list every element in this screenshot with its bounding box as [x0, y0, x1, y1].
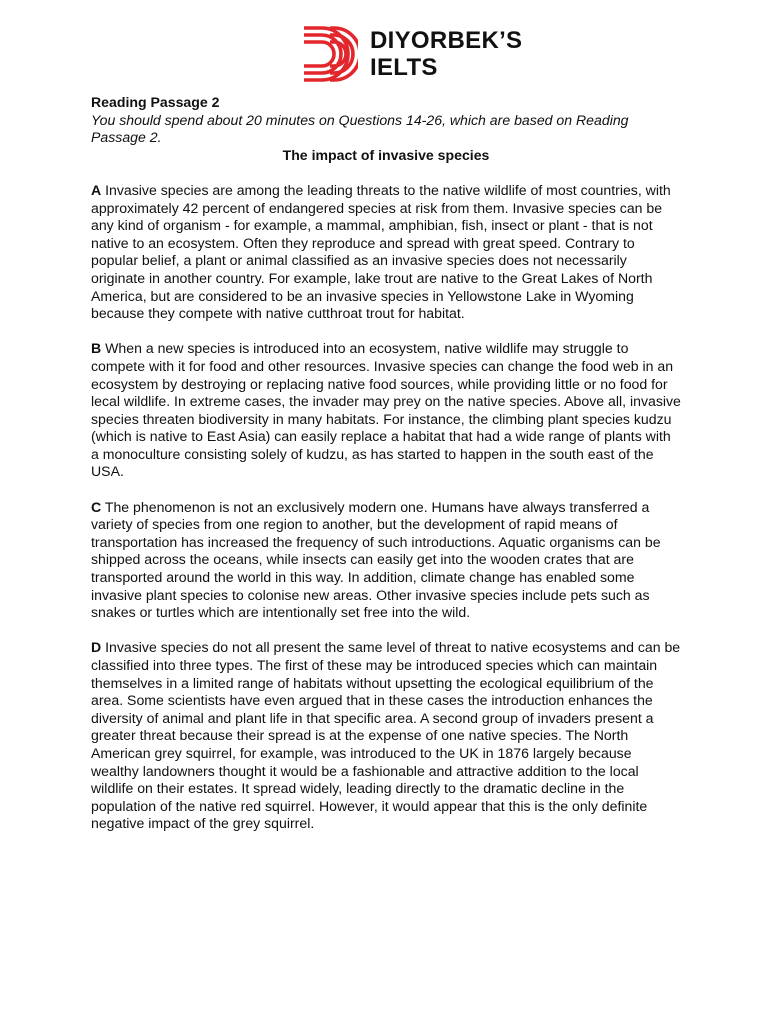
paragraph-letter: A [91, 181, 102, 198]
paragraph-letter: B [91, 340, 102, 357]
paragraph-text: The phenomenon is not an exclusively modern one. Humans have always transferred a variety of species from one region to another, but the development of rapid means of transportation has increased the frequency of such introductions. Aquatic organisms can be shipped across the oceans, while insects can easily get into the wooden crates that are transported around the world in this way. In addition, climate change has enabled some invasive plant species to colonise new areas. Other invasive species include pets such as snakes or turtles which are intentionally set free into the wild. [91, 498, 661, 621]
header [300, 22, 522, 86]
paragraph-c [91, 499, 681, 622]
paragraph-a [91, 182, 681, 323]
paragraph-d [91, 639, 681, 833]
passage-label: Reading Passage 2 [91, 94, 220, 110]
diyorbek-ielts-logo [300, 22, 358, 86]
paragraph-text: When a new species is introduced into an ecosystem, native wildlife may struggle to compete with it for food and other resources. Invasive species can change the food web in an ecosystem by destroying or replacing native food sources, while providing little or no food for lecal wildlife. In extreme cases, the invader may prey on the native species. Above all, invasive species threaten biodiversity in many habitats. For instance, the climbing plant species kudzu (which is native to East Asia) can easily replace a habitat that had a wide range of plants with a monoculture consisting solely of kudzu, as has started to happen in the south east of the USA. [91, 340, 681, 480]
paragraph-b [91, 340, 681, 481]
passage-title: The impact of invasive species [282, 146, 490, 163]
paragraph-letter: C [91, 498, 102, 515]
paragraph-text: Invasive species are among the leading threats to the native wildlife of most countries, with approximately 42 percent of endangered species at risk from them. Invasive species can be any kind of organism - for example, a mammal, amphibian, fish, insect or plant - that is not native to an ecosystem. Often they reproduce and spread with great speed. Contrary to popular belief, a plant or animal classified as an invasive species does not necessarily originate in another country. For example, lake trout are native to the Great Lakes of North America, but are considered to be an invasive species in Yellowstone Lake in Wyoming because they compete with native cutthroat trout for habitat. [91, 181, 671, 322]
brand-line-2: IELTS [370, 54, 438, 81]
passage-content [91, 94, 681, 851]
brand-line-1: DIYORBEK’S [370, 27, 523, 54]
brand-name [370, 27, 522, 81]
paragraph-text: Invasive species do not all present the same level of threat to native ecosystems and can be classified into three types. The first of these may be introduced species which can maintain themselves in a limited range of habitats without upsetting the ecological equilibrium of the area. Some scientists have even argued that in these cases the introduction enhances the diversity of animal and plant life in that specific area. A second group of invaders present a greater threat because their spread is at the expense of one native species. The North American grey squirrel, for example, was introduced to the UK in 1876 largely because wealthy landowners thought it would be a fashionable and attractive addition to the local wildlife on their estates. It spread widely, leading directly to the dramatic decline in the population of the native red squirrel. However, it would appear that this is the only definite negative impact of the grey squirrel. [91, 639, 681, 832]
passage-instruction: You should spend about 20 minutes on Questions 14-26, which are based on Reading Passage 2. [91, 111, 629, 146]
paragraph-letter: D [91, 639, 102, 656]
